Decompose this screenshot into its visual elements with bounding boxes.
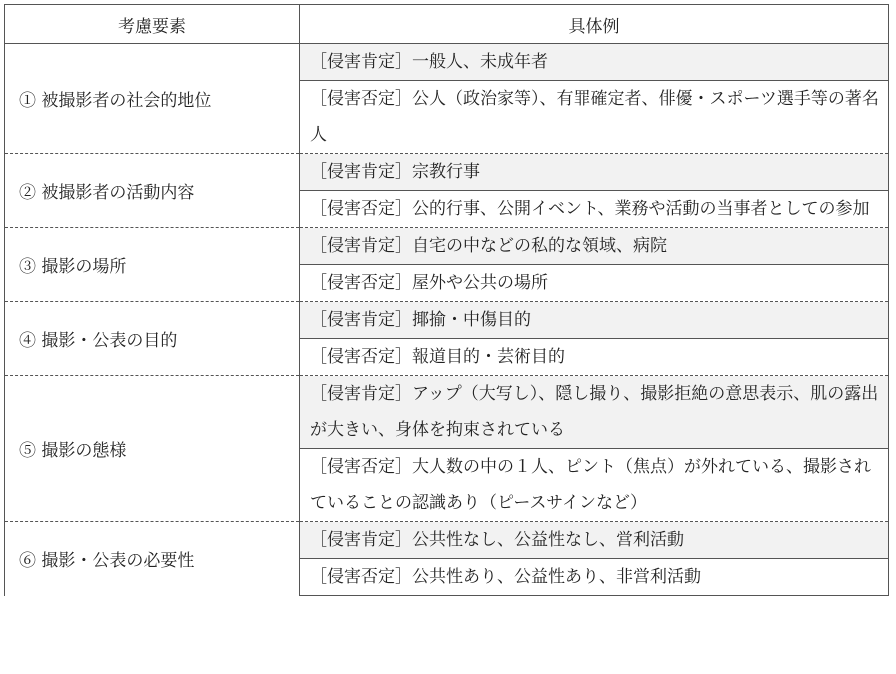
example-negative: ［侵害否定］公共性あり、公益性あり、非営利活動 <box>300 559 889 596</box>
table-row <box>5 44 889 81</box>
example-negative: ［侵害否定］公的行事、公開イベント、業務や活動の当事者としての参加 <box>300 191 889 228</box>
factor-cell: ① 被撮影者の社会的地位 <box>5 44 300 154</box>
table-row <box>5 376 889 449</box>
factor-cell: ⑥ 撮影・公表の必要性 <box>5 522 300 596</box>
privacy-factors-table <box>4 4 889 596</box>
header-row <box>5 5 889 44</box>
example-positive: ［侵害肯定］自宅の中などの私的な領域、病院 <box>300 228 889 265</box>
table-row <box>5 302 889 339</box>
header-factor: 考慮要素 <box>5 5 300 44</box>
example-positive: ［侵害肯定］宗教行事 <box>300 154 889 191</box>
factor-cell: ⑤ 撮影の態様 <box>5 376 300 522</box>
example-negative: ［侵害否定］屋外や公共の場所 <box>300 265 889 302</box>
header-example: 具体例 <box>300 5 889 44</box>
factor-cell: ④ 撮影・公表の目的 <box>5 302 300 376</box>
example-positive: ［侵害肯定］揶揄・中傷目的 <box>300 302 889 339</box>
example-negative: ［侵害否定］報道目的・芸術目的 <box>300 339 889 376</box>
example-positive: ［侵害肯定］一般人、未成年者 <box>300 44 889 81</box>
table-row <box>5 228 889 265</box>
example-negative: ［侵害否定］大人数の中の１人、ピント（焦点）が外れている、撮影されていることの認識あり（ピースサインなど） <box>300 449 889 522</box>
table-row <box>5 154 889 191</box>
factor-cell: ② 被撮影者の活動内容 <box>5 154 300 228</box>
factor-cell: ③ 撮影の場所 <box>5 228 300 302</box>
example-positive: ［侵害肯定］アップ（大写し）、隠し撮り、撮影拒絶の意思表示、肌の露出が大きい、身体を拘束されている <box>300 376 889 449</box>
privacy-factors-table-wrapper <box>4 4 889 596</box>
example-positive: ［侵害肯定］公共性なし、公益性なし、営利活動 <box>300 522 889 559</box>
example-negative: ［侵害否定］公人（政治家等）、有罪確定者、俳優・スポーツ選手等の著名人 <box>300 81 889 154</box>
table-row <box>5 522 889 559</box>
